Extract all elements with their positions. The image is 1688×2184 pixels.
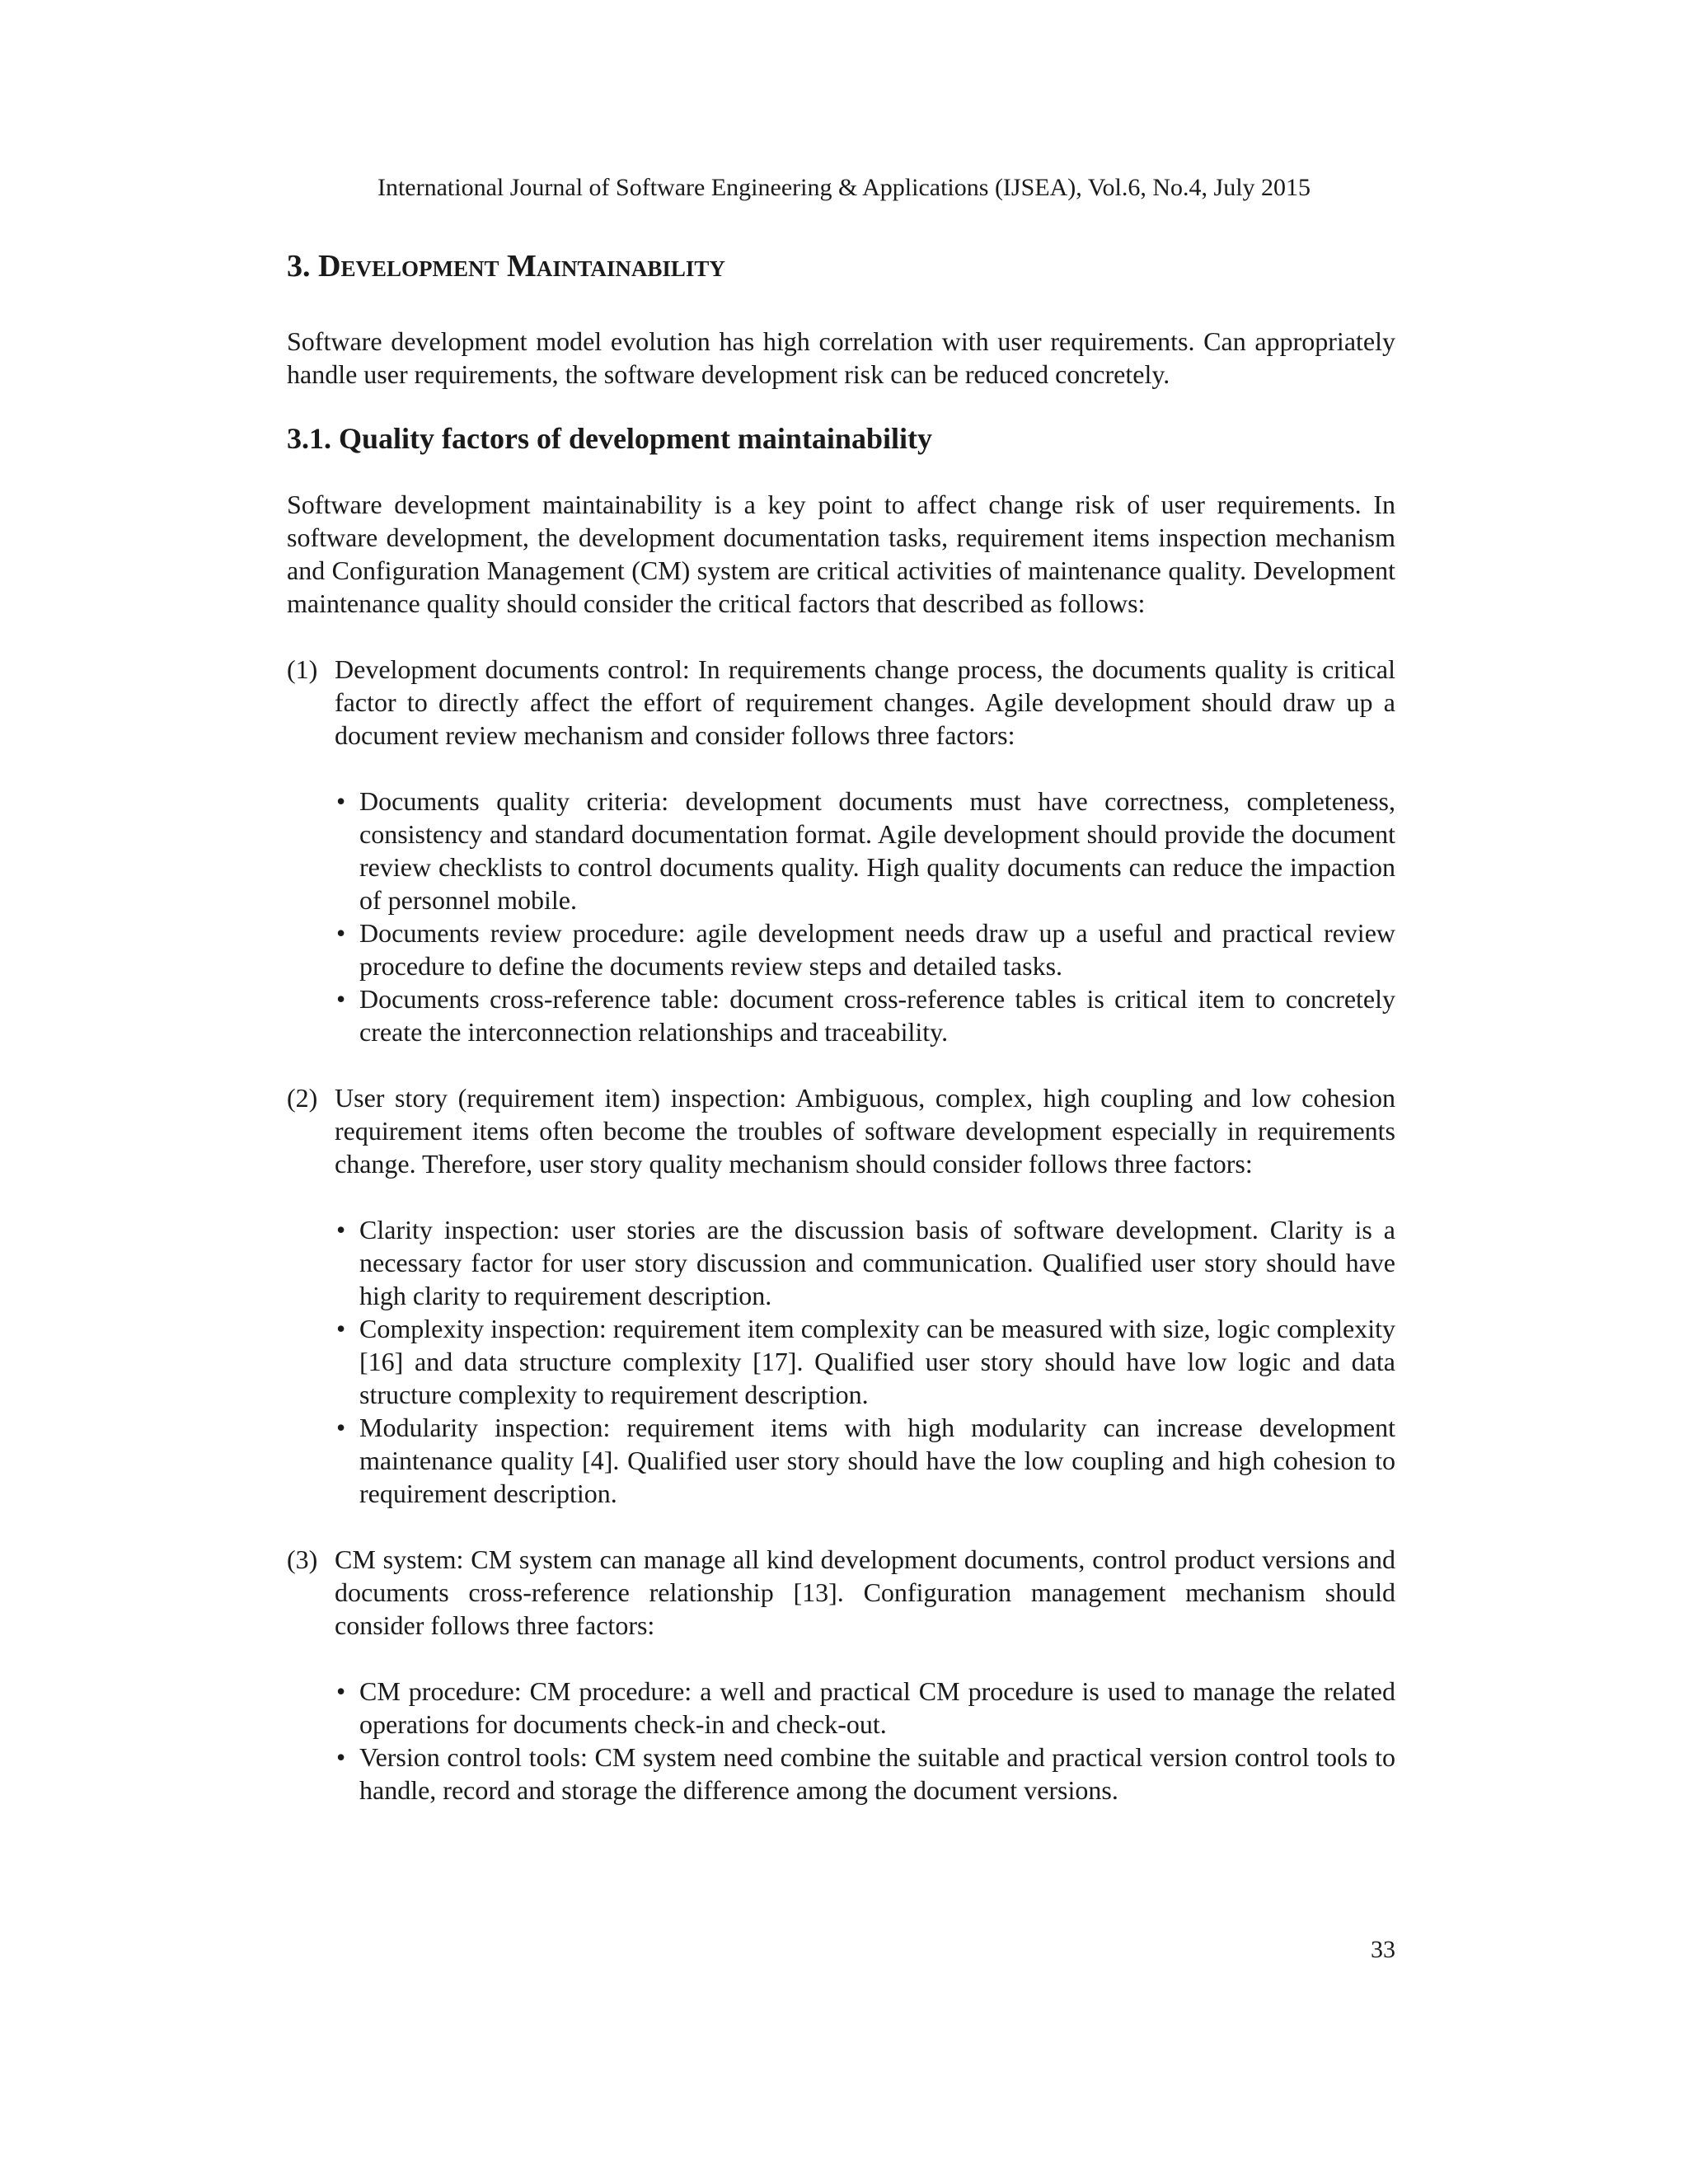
bullet-icon: •: [336, 1676, 346, 1706]
bullet-text: CM procedure: CM procedure: a well and practical CM procedure is used to manage the related operations for documents check-in and check-out.: [359, 1676, 1395, 1739]
bullet-text: Documents cross-reference table: document cross-reference tables is critical item to concretely create the interconnection relationships and traceability.: [359, 984, 1395, 1047]
bullet-text: Documents review procedure: agile development needs draw up a useful and practical review procedure to define the documents review steps and detailed tasks.: [359, 918, 1395, 981]
numbered-item-2: [287, 1081, 1395, 1180]
bullet-list-1: [287, 785, 1395, 1048]
bullet-item: [287, 1312, 1395, 1411]
bullet-icon: •: [336, 1215, 346, 1244]
numbered-item-1: [287, 653, 1395, 752]
bullet-icon: •: [336, 786, 346, 816]
bullet-item: [287, 1675, 1395, 1741]
bullet-item: [287, 916, 1395, 982]
running-header: International Journal of Software Engineering & Applications (IJSEA), Vol.6, No.4, July 2015: [377, 174, 1311, 201]
numbered-item-3: [287, 1543, 1395, 1642]
page-content: [287, 247, 1395, 1807]
bullet-icon: •: [336, 1413, 346, 1442]
item-number: (1): [287, 654, 318, 684]
section-number: 3.: [287, 249, 311, 284]
section-title: Development Maintainability: [318, 249, 725, 284]
section-heading: [287, 247, 1395, 285]
bullet-list-3: [287, 1675, 1395, 1807]
bullet-text: Documents quality criteria: development documents must have correctness, completeness, consistency and standard documentation format. Agile development should provide the document review checklists to control documents quality. High quality documents can reduce the impaction of personnel mobile.: [359, 786, 1395, 915]
bullet-icon: •: [336, 984, 346, 1014]
subsection-heading: 3.1. Quality factors of development maintainability: [287, 422, 932, 455]
bullet-text: Version control tools: CM system need combine the suitable and practical version control tools to handle, record and storage the difference among the document versions.: [359, 1742, 1395, 1805]
bullet-text: Clarity inspection: user stories are the discussion basis of software development. Clarity is a necessary factor for user story discussion and communication. Qualified user story should have high clarity to requirement description.: [359, 1215, 1395, 1310]
bullet-item: [287, 1213, 1395, 1312]
bullet-text: Modularity inspection: requirement items with high modularity can increase development maintenance quality [4]. Qualified user story should have the low coupling and high cohesion to requirement description.: [359, 1413, 1395, 1508]
item-text: Development documents control: In requirements change process, the documents quality is critical factor to directly affect the effort of requirement changes. Agile development should draw up a document review mechanism and consider follows three factors:: [335, 654, 1395, 750]
bullet-item: [287, 785, 1395, 916]
bullet-list-2: [287, 1213, 1395, 1510]
bullet-text: Complexity inspection: requirement item complexity can be measured with size, logic complexity [16] and data structure complexity [17]. Qualified user story should have low logic and data structure complexity to requirement description.: [359, 1314, 1395, 1409]
bullet-item: [287, 1411, 1395, 1510]
bullet-item: [287, 1741, 1395, 1807]
bullet-icon: •: [336, 1314, 346, 1343]
item-text: User story (requirement item) inspection: Ambiguous, complex, high coupling and low cohesion requirement items often become the troubles of software development especially in requirements change. Therefore, user story quality mechanism should consider follows three factors:: [335, 1083, 1395, 1179]
section-intro-paragraph: Software development model evolution has high correlation with user requirements. Can appropriately handle user requirements, the software development risk can be reduced concretely.: [287, 326, 1395, 389]
page-number: 33: [1371, 1936, 1395, 1963]
bullet-item: [287, 982, 1395, 1048]
item-text: CM system: CM system can manage all kind development documents, control product versions and documents cross-reference relationship [13]. Configuration management mechanism should consider follows three factors:: [335, 1544, 1395, 1640]
item-number: (2): [287, 1083, 318, 1113]
item-number: (3): [287, 1544, 318, 1574]
bullet-icon: •: [336, 918, 346, 948]
subsection-intro-paragraph: Software development maintainability is a key point to affect change risk of user requirements. In software development, the development documentation tasks, requirement items inspection mechanism and Configuration Management (CM) system are critical activities of maintenance quality. Development maintenance quality should consider the critical factors that described as follows:: [287, 490, 1395, 618]
bullet-icon: •: [336, 1742, 346, 1772]
